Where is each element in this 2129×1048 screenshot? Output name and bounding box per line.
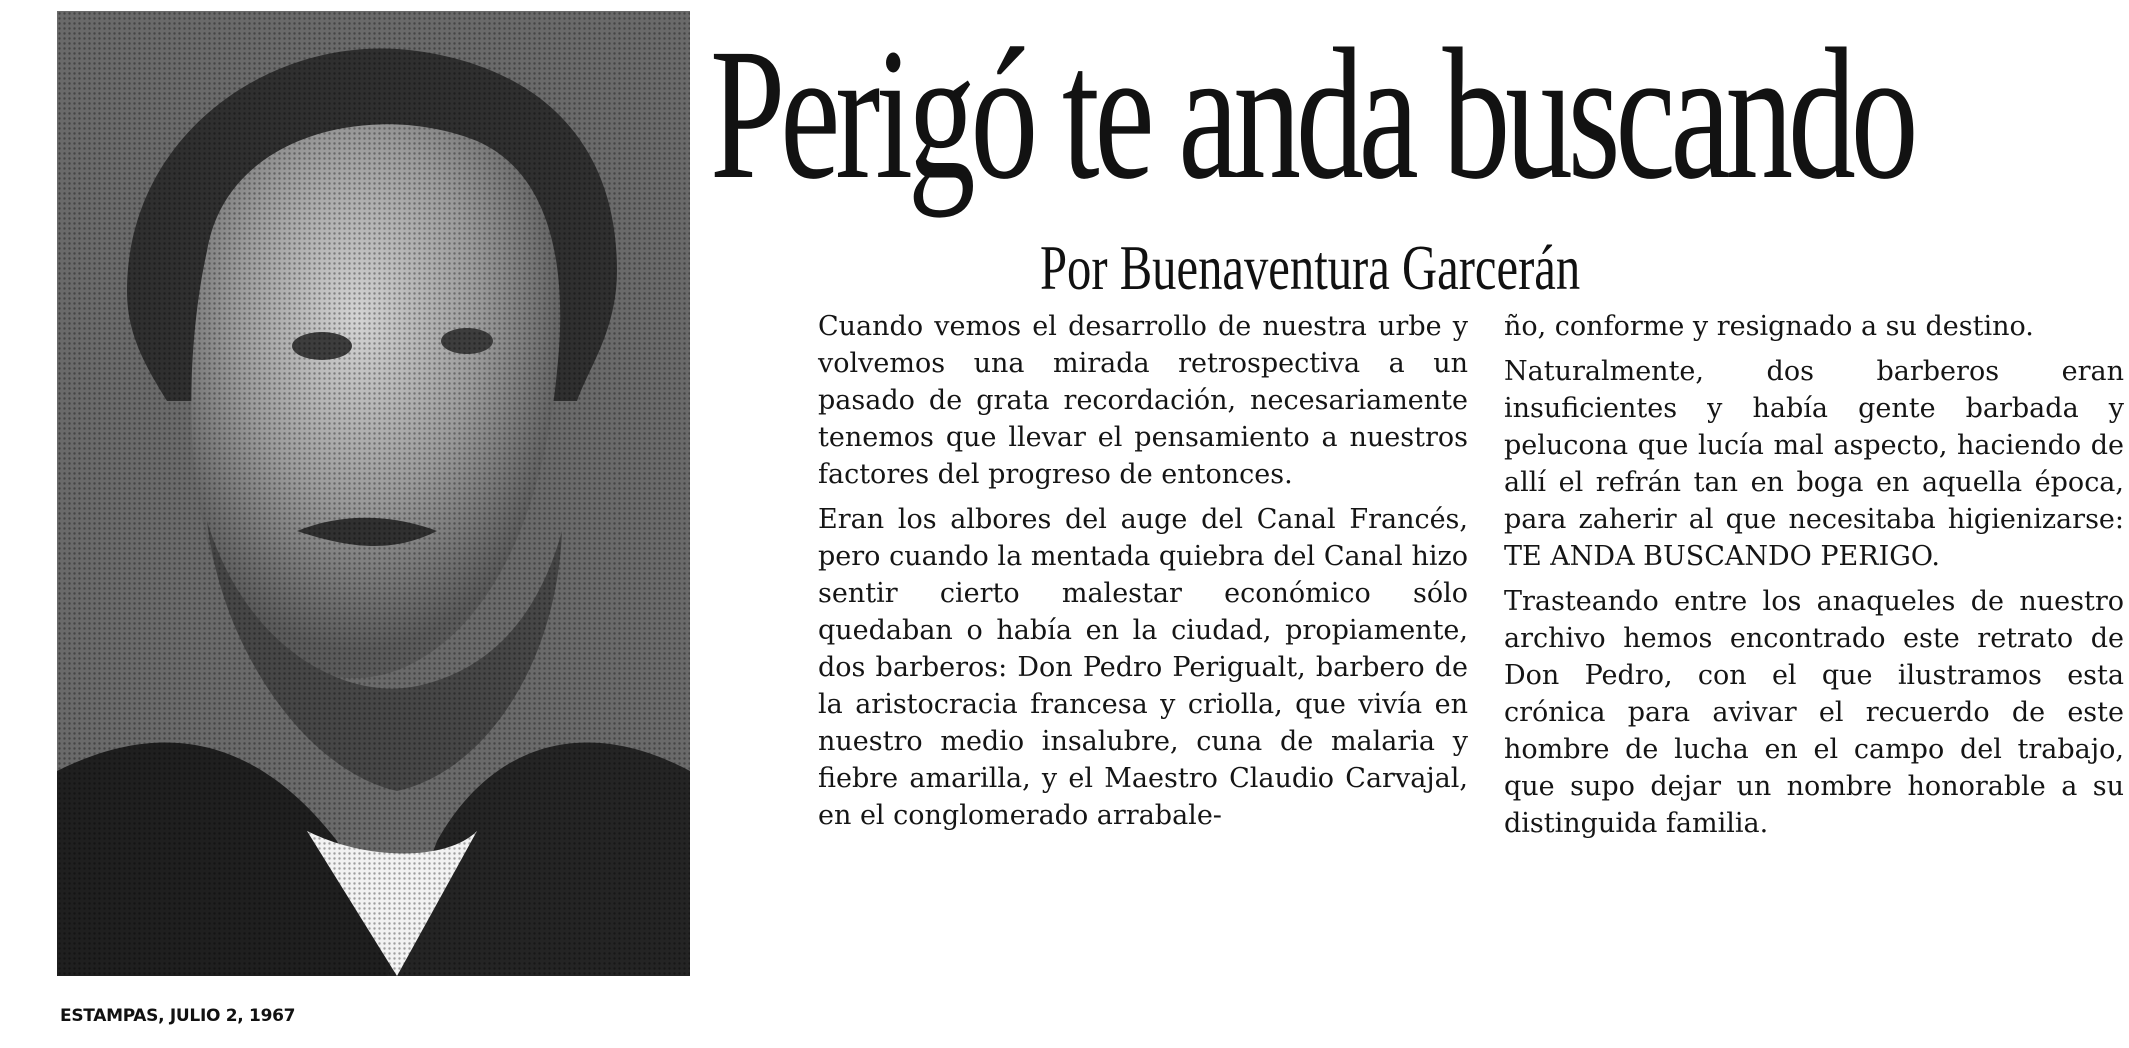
paragraph: Naturalmente, dos barberos eran insuficientes y había gente barbada y pelucona que lucía mal aspecto, haciendo de allí el refrán tan en boga en aquella época, para zaherir al que necesitaba higienizarse: TE ANDA BUSCANDO PERIGO. [1504,356,2124,572]
left-text-column [818,308,1468,842]
portrait-photo [57,11,690,976]
paragraph: Eran los albores del auge del Canal Francés, pero cuando la mentada quiebra del Canal hizo sentir cierto malestar económico sólo quedaban o había en la ciudad, propiamente, dos barberos: Don Pedro Perigualt, barbero de la aristocracia francesa y criolla, que vivía en nuestro medio insalubre, cuna de malaria y fiebre amarilla, y el Maestro Claudio Carvajal, en el conglomerado arrabale- [818,504,1468,831]
portrait-illustration [57,11,690,976]
publication-caption: ESTAMPAS, JULIO 2, 1967 [60,1006,296,1026]
paragraph: Cuando vemos el desarrollo de nuestra urbe y volvemos una mirada retrospectiva a un pasado de grata recordación, necesariamente tenemos que llevar el pensamiento a nuestros factores del progreso de entonces. [818,311,1468,490]
right-text-column [1504,308,2124,850]
article-title: Perigó te anda buscando [710,9,1914,218]
article-byline: Por Buenaventura Garcerán [1040,232,1581,303]
paragraph: ño, conforme y resignado a su destino. [1504,311,2034,342]
paragraph: Trasteando entre los anaqueles de nuestro archivo hemos encontrado este retrato de Don Pedro, con el que ilustramos esta crónica para avivar el recuerdo de este hombre de lucha en el campo del trabajo, que supo dejar un nombre honorable a su distinguida familia. [1504,586,2124,839]
